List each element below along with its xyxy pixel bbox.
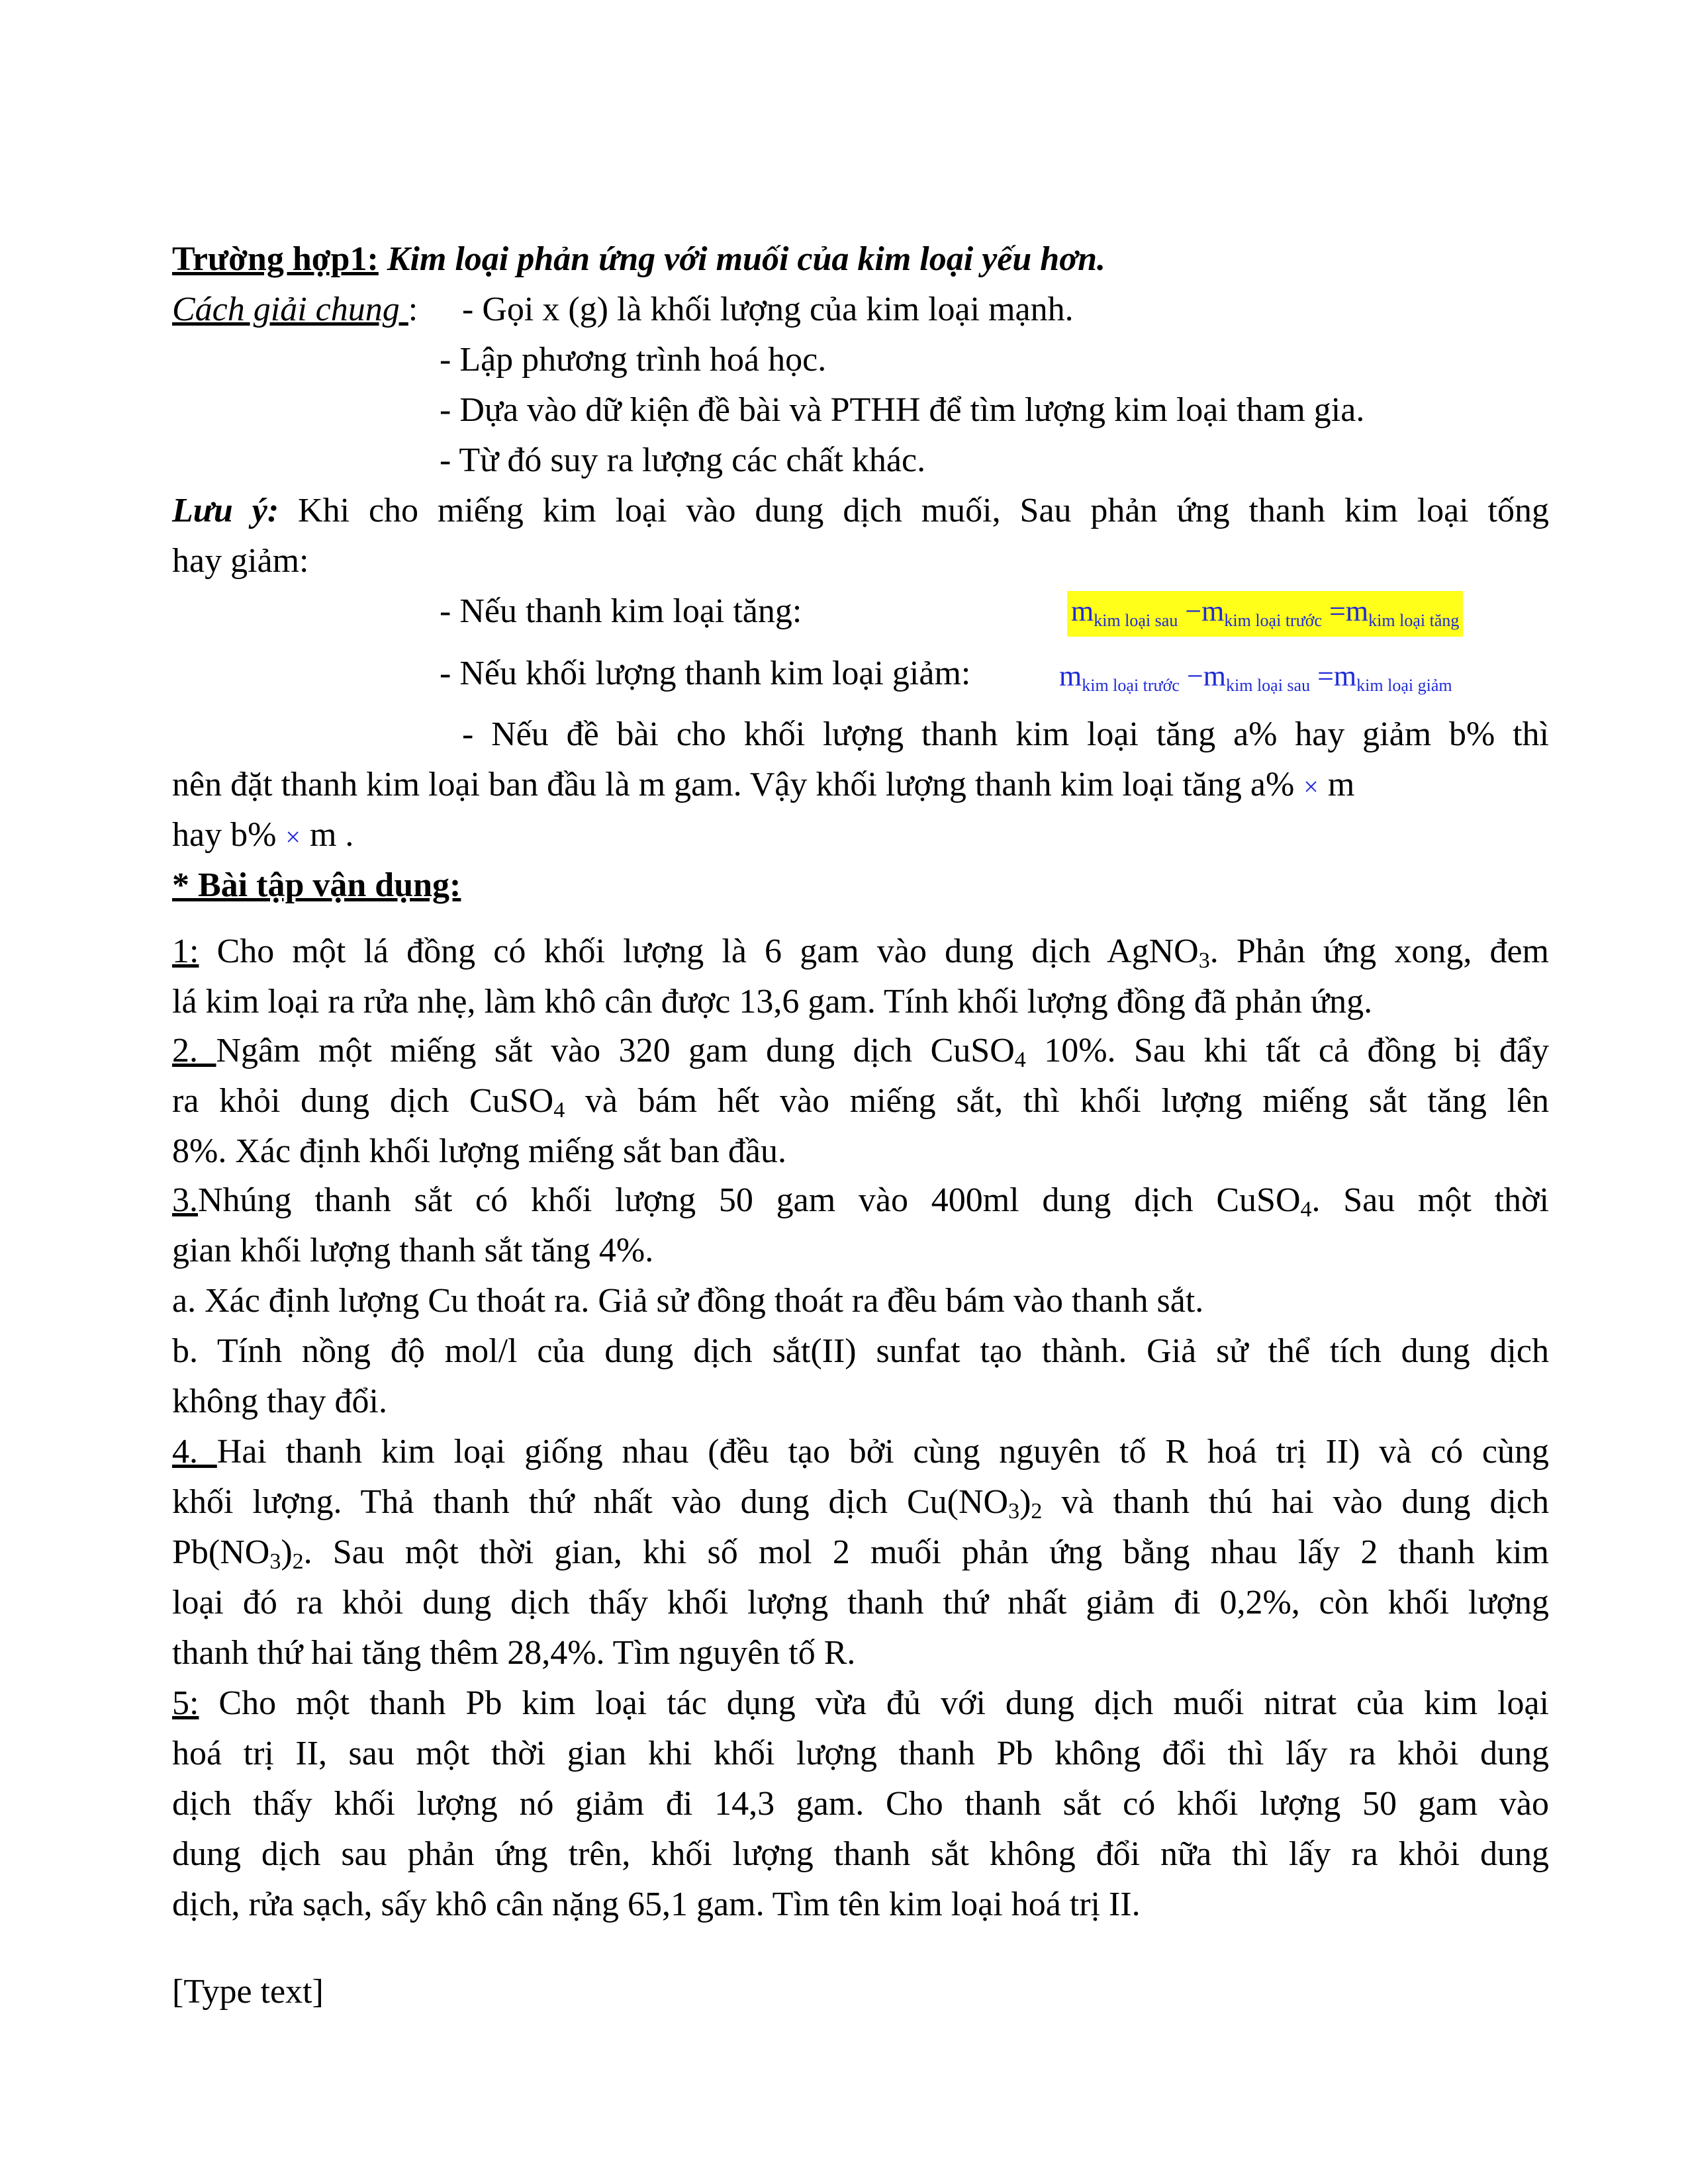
exercise-5-number: 5: [172, 1684, 199, 1722]
times-icon: × [1303, 772, 1319, 801]
method-step-4: - Từ đó suy ra lượng các chất khác. [440, 441, 926, 479]
times-icon: × [285, 822, 301, 852]
exercise-4-line-4: loại đó ra khỏi dung dịch thấy khối lượng thanh thứ nhất giảm đi 0,2%, còn khối lượng [172, 1584, 1549, 1621]
note-text-1: Khi cho miếng kim loại vào dung dịch muối, Sau phản ứng thanh kim loại tống [298, 492, 1550, 529]
method-line-1 [172, 290, 418, 330]
formula-decrease: $m_{kim loại trước} -m_{kim loại sau} =m_{kim loại giảm}$ [1059, 660, 1452, 695]
note-line-2: hay giảm: [172, 542, 309, 580]
increase-text: - Nếu thanh kim loại tăng: [440, 592, 802, 630]
case-label: Trường hợp1: [172, 240, 379, 278]
exercise-4-line-3: $Pb(NO_3)_2$. Sau một thời gian, khi số mol 2 muối phản ứng bằng nhau lấy 2 thanh kim [172, 1533, 1549, 1574]
exercise-3-part-b-2: không thay đổi. [172, 1383, 387, 1420]
exercise-3-part-b-1: b. Tính nồng độ mol/l của dung dịch sắt(II) sunfat tạo thành. Giả sử thể tích dung dịch [172, 1332, 1549, 1370]
method-label: Cách giải chung [172, 291, 408, 328]
case-heading [172, 240, 1105, 279]
case-title: Kim loại phản ứng với muối của kim loại yếu hơn. [387, 240, 1106, 278]
percent-line-3: hay b% × m . [172, 816, 354, 854]
exercise-3-part-a: a. Xác định lượng Cu thoát ra. Giả sử đồng thoát ra đều bám vào thanh sắt. [172, 1282, 1204, 1320]
formula-increase [1067, 592, 1463, 631]
percent-line-2: nên đặt thanh kim loại ban đầu là m gam. Vậy khối lượng thanh kim loại tăng a% × m [172, 766, 1355, 803]
exercise-2-line-3: 8%. Xác định khối lượng miếng sắt ban đầu. [172, 1132, 786, 1170]
exercise-5-line-1: 5: Cho một thanh Pb kim loại tác dụng vừa đủ với dung dịch muối nitrat của kim loại [172, 1684, 1549, 1722]
exercises-title: * Bài tập vận dụng: [172, 866, 461, 904]
percent-line-1: - Nếu đề bài cho khối lượng thanh kim loại tăng a% hay giảm b% thì [462, 715, 1549, 753]
exercise-4-line-1: 4. Hai thanh kim loại giống nhau (đều tạo bởi cùng nguyên tố R hoá trị II) và có cùng [172, 1433, 1549, 1471]
method-step-3: - Dựa vào dữ kiện đề bài và PTHH để tìm lượng kim loại tham gia. [440, 391, 1365, 429]
exercise-4-line-5: thanh thứ hai tăng thêm 28,4%. Tìm nguyên tố R. [172, 1634, 856, 1672]
method-step-1: - Gọi x (g) là khối lượng của kim loại mạnh. [462, 291, 1074, 328]
exercise-1-line-1: 1: Cho một lá đồng có khối lượng là 6 gam vào dung dịch AgNO$_3$. Phản ứng xong, đem [172, 933, 1549, 973]
exercise-4-line-2: khối lượng. Thả thanh thứ nhất vào dung dịch $Cu(NO_3)_2$ và thanh thú hai vào dung dịch [172, 1483, 1549, 1524]
exercise-1-line-2: lá kim loại ra rửa nhẹ, làm khô cân được 13,6 gam. Tính khối lượng đồng đã phản ứng. [172, 983, 1373, 1021]
exercise-5-line-2: hoá trị II, sau một thời gian khi khối lượng thanh Pb không đổi thì lấy ra khỏi dung [172, 1735, 1549, 1772]
formula-highlight: $m_{kim loại sau} -m_{kim loại trước} =m_{kim loại tăng}$ [1067, 591, 1463, 637]
exercise-5-line-5: dịch, rửa sạch, sấy khô cân nặng 65,1 gam. Tìm tên kim loại hoá trị II. [172, 1886, 1141, 1923]
exercise-4-number: 4. [172, 1433, 217, 1471]
note-label: Lưu ý: [172, 492, 279, 529]
exercise-2-line-1: 2. Ngâm một miếng sắt vào 320 gam dung dịch CuSO$_4$ 10%. Sau khi tất cả đồng bị đẩy [172, 1032, 1549, 1072]
exercise-5-line-3: dịch thấy khối lượng nó giảm đi 14,3 gam. Cho thanh sắt có khối lượng 50 gam vào [172, 1785, 1549, 1823]
exercise-5-line-4: dung dịch sau phản ứng trên, khối lượng thanh sắt không đổi nữa thì lấy ra khỏi dung [172, 1835, 1549, 1873]
exercise-3-number: 3. [172, 1181, 198, 1219]
note-line-1 [172, 491, 1549, 531]
decrease-text: - Nếu khối lượng thanh kim loại giảm: [440, 655, 971, 692]
method-colon: : [408, 291, 418, 328]
exercise-3-line-1: 3.Nhúng thanh sắt có khối lượng 50 gam vào 400ml dung dịch CuSO$_4$. Sau một thời [172, 1181, 1549, 1222]
footer-placeholder[interactable]: [Type text] [172, 1973, 324, 2011]
exercise-1-number: 1: [172, 933, 199, 970]
exercise-2-number: 2. [172, 1032, 216, 1069]
method-step-2: - Lập phương trình hoá học. [440, 341, 827, 379]
exercise-2-line-2: ra khỏi dung dịch CuSO$_4$ và bám hết vào miếng sắt, thì khối lượng miếng sắt tăng lên [172, 1082, 1550, 1122]
exercise-3-line-2: gian khối lượng thanh sắt tăng 4%. [172, 1232, 654, 1269]
